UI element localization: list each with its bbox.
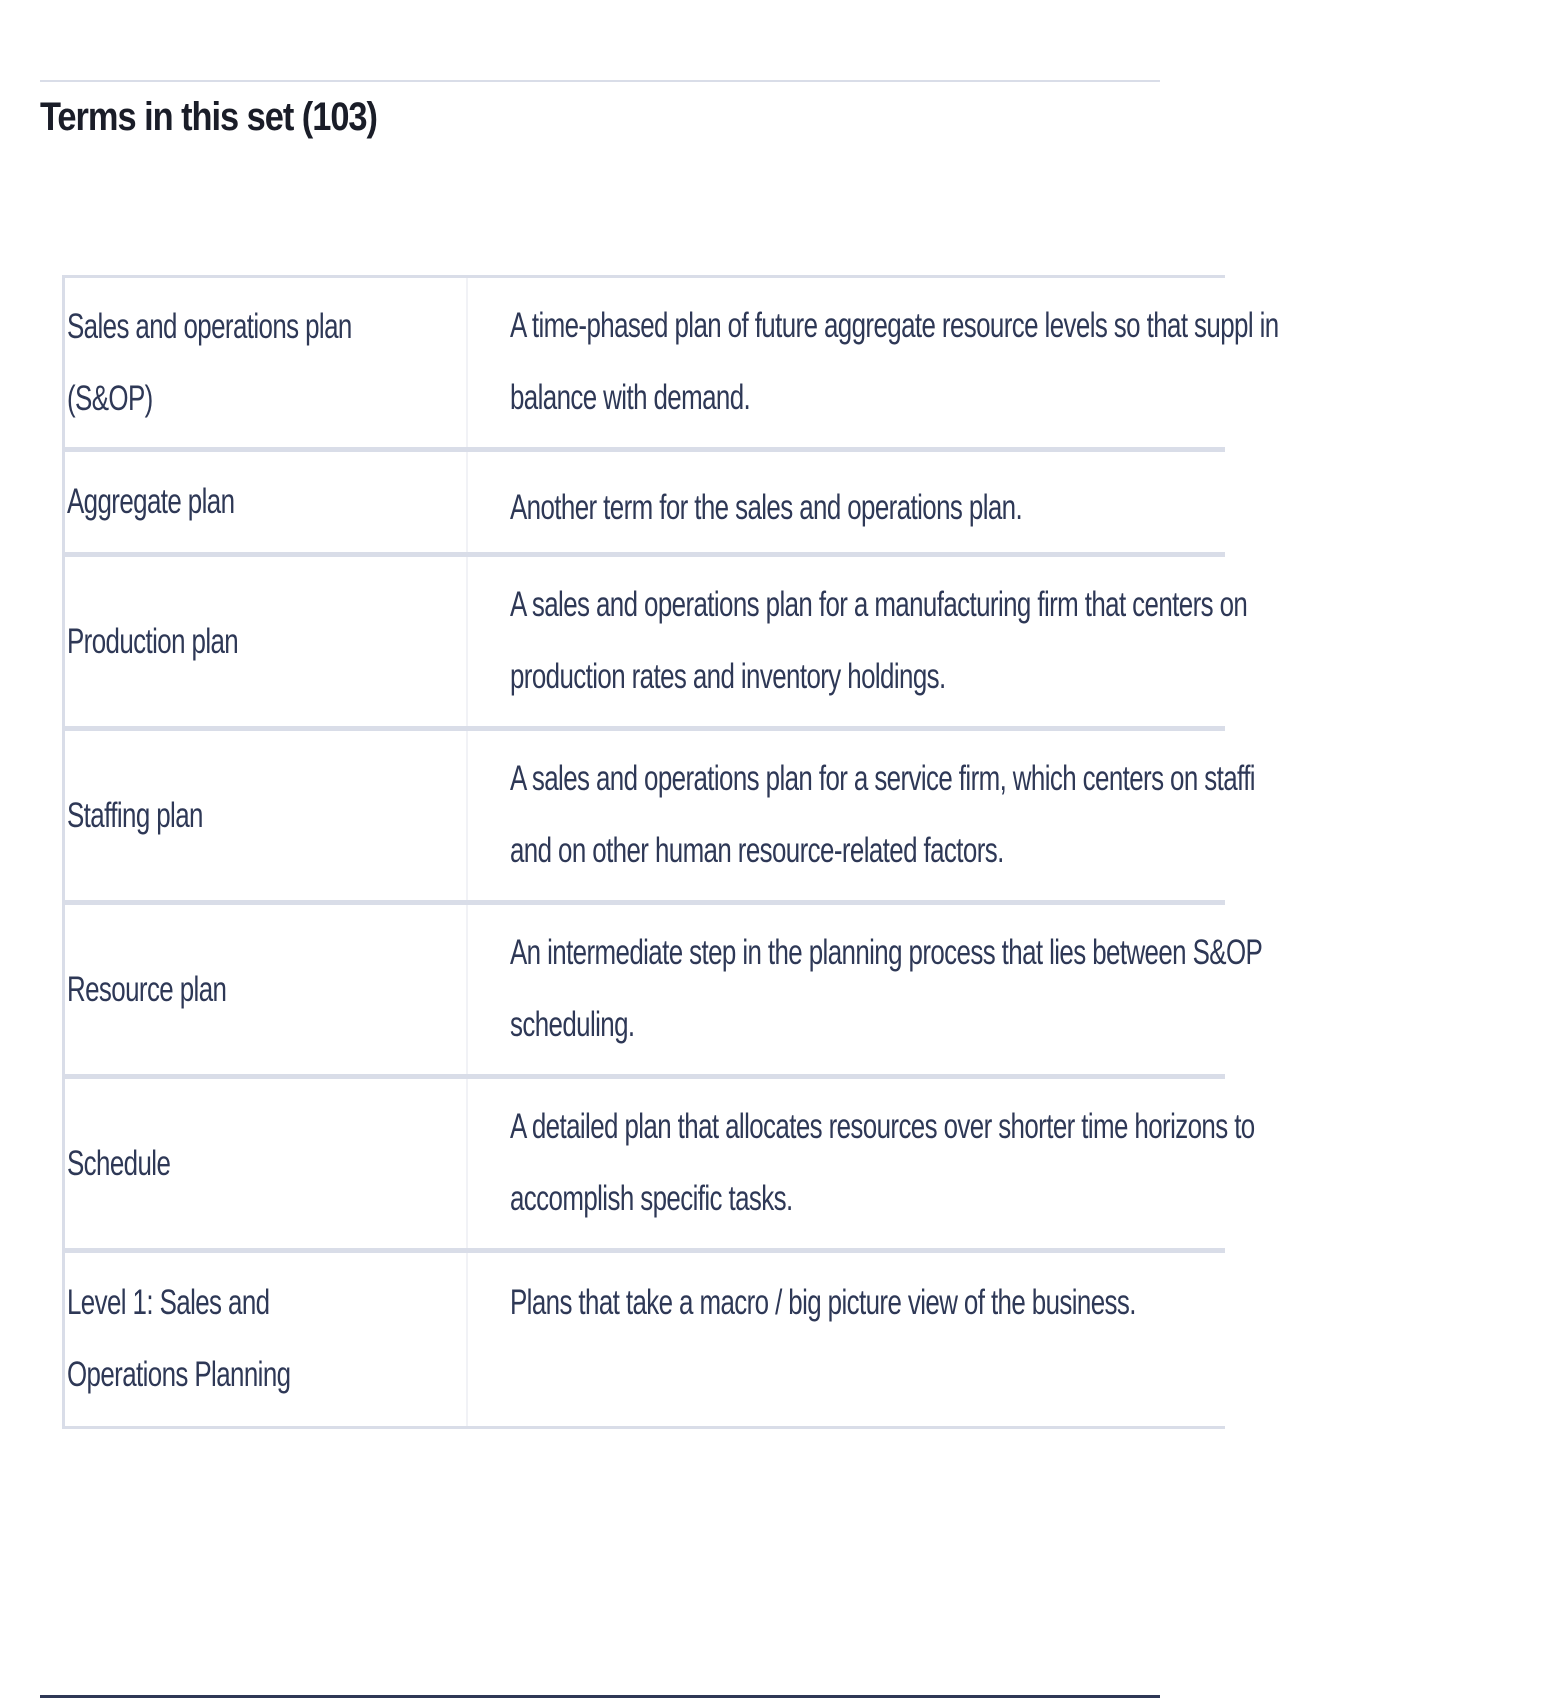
definition-text: Plans that take a macro / big picture view of the business.: [510, 1283, 1136, 1322]
terms-set-heading: Terms in this set (103): [40, 95, 377, 139]
term-row[interactable]: [65, 1253, 1225, 1429]
bottom-divider: [40, 1695, 1160, 1698]
terms-table: [62, 275, 1279, 1429]
term-text: Level 1: Sales and Operations Planning: [67, 1283, 291, 1394]
definition-cell: [468, 1253, 1560, 1426]
term-row[interactable]: [65, 278, 1279, 452]
term-cell: [65, 557, 468, 726]
term-row[interactable]: [65, 557, 1248, 731]
term-text: Aggregate plan: [67, 482, 235, 521]
definition-text: An intermediate step in the planning process that lies between S&OP scheduling.: [510, 933, 1262, 1044]
term-text: Production plan: [67, 621, 239, 661]
term-row[interactable]: [65, 731, 1255, 905]
term-row[interactable]: [65, 1079, 1255, 1253]
term-row[interactable]: [65, 905, 1262, 1079]
term-cell: [65, 1253, 468, 1426]
definition-cell: [468, 557, 1560, 726]
term-text: Sales and operations plan (S&OP): [67, 306, 352, 418]
definition-text: A sales and operations plan for a manufacturing firm that centers on production rates and inventory holdings.: [510, 585, 1248, 696]
term-text: Schedule: [67, 1143, 171, 1183]
term-text: Staffing plan: [67, 795, 203, 835]
term-cell: [65, 731, 468, 900]
definition-cell: [468, 731, 1560, 900]
definition-text: A time-phased plan of future aggregate resource levels so that suppl in balance with demand.: [510, 306, 1279, 417]
definition-cell: [468, 905, 1560, 1074]
top-divider: [40, 80, 1160, 82]
definition-cell: [468, 278, 1560, 447]
definition-text: Another term for the sales and operations plan.: [510, 488, 1023, 527]
definition-cell: [468, 1079, 1560, 1248]
term-row[interactable]: [65, 452, 1225, 557]
definition-text: A sales and operations plan for a service firm, which centers on staffi and on other human resource-related factors.: [510, 759, 1255, 870]
term-cell: [65, 278, 468, 447]
definition-text: A detailed plan that allocates resources over shorter time horizons to accomplish specific tasks.: [510, 1107, 1255, 1218]
term-cell: [65, 1079, 468, 1248]
definition-cell: [468, 452, 1560, 552]
term-cell: [65, 905, 468, 1074]
term-cell: [65, 452, 468, 552]
term-text: Resource plan: [67, 969, 227, 1009]
